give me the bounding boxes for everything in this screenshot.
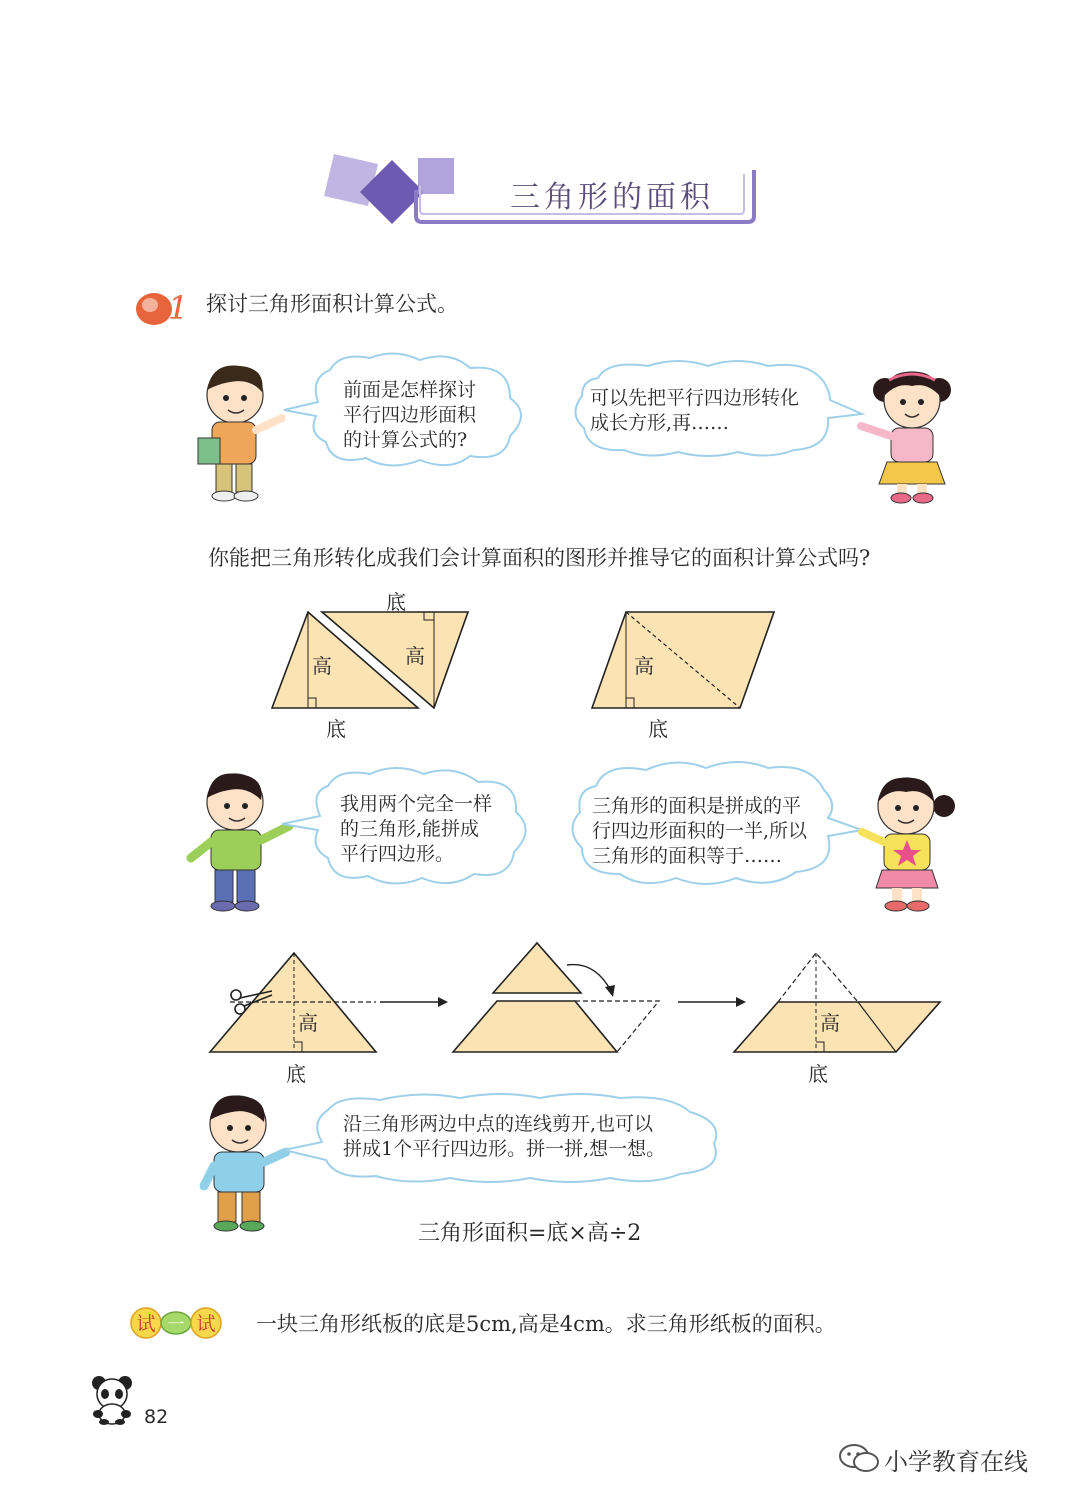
girl-character-1 [855,360,965,505]
girl-2-line-3: 三角形的面积等于…… [592,845,783,867]
figure-parallelogram-drawing [582,600,782,720]
figure-rearranged-parallelogram [726,945,948,1060]
try-badge-char-2: 一 [167,1315,185,1335]
fig4-base-label: 底 [808,1062,828,1086]
question-text: 你能把三角形转化成我们会计算面积的图形并推导它的面积计算公式吗? [208,546,871,570]
page-number: 82 [144,1406,169,1428]
fig2-base-label: 底 [648,717,668,741]
panda-icon [90,1374,136,1426]
fig1-height-right-label: 高 [405,644,425,668]
figure-parallelogram [582,600,782,720]
boy-2-line-1: 我用两个完全一样 [340,793,493,815]
boy-3-line-2: 拼成1个平行四边形。拼一拼,想一想。 [343,1138,666,1160]
girl-character-2 [858,770,958,915]
girl-1-line-2: 成长方形,再…… [590,412,730,434]
girl-1-line-1: 可以先把平行四边形转化 [590,387,800,409]
boy-1-line-1: 前面是怎样探讨 [343,379,477,401]
figure-two-triangles [262,580,482,740]
girl-2-line-2: 行四边形面积的一半,所以 [592,820,808,842]
section-title: 三角形的面积 [510,180,714,215]
boy-1-line-2: 平行四边形面积 [343,404,477,426]
figure-split-pieces-drawing [445,935,675,1060]
try-badge-char-1: 试 [136,1313,156,1335]
fig1-base-top-label: 底 [386,590,406,614]
boy-3-line-1: 沿三角形两边中点的连线剪开,也可以 [343,1113,654,1135]
example-number-badge [132,285,192,329]
fig1-base-bottom-label: 底 [326,717,346,741]
fig3-height-label: 高 [298,1011,318,1035]
fig2-height-label: 高 [634,654,654,678]
watermark-text: 小学教育在线 [884,1448,1028,1476]
boy-character-3 [190,1090,290,1235]
girl-2-line-1: 三角形的面积是拼成的平 [592,795,802,817]
try-badge [130,1306,222,1340]
wechat-icon [838,1442,882,1474]
figure-cut-triangle-drawing [200,945,390,1060]
try-problem-text: 一块三角形纸板的底是5cm,高是4cm。求三角形纸板的面积。 [256,1312,836,1336]
boy-2-line-2: 的三角形,能拼成 [340,818,480,840]
boy-1-line-3: 的计算公式的? [343,429,468,451]
fig3-base-label: 底 [286,1062,306,1086]
fig4-height-label: 高 [820,1011,840,1035]
boy-2-line-3: 平行四边形。 [340,843,455,865]
try-badge-char-3: 试 [196,1313,216,1335]
figure-two-triangles-drawing [262,580,482,740]
figure-split-pieces [445,935,675,1060]
area-formula: 三角形面积=底×高÷2 [418,1221,642,1246]
example-heading: 探讨三角形面积计算公式。 [206,292,458,316]
example-number: 1 [168,289,189,327]
fig1-height-left-label: 高 [312,654,332,678]
figure-cut-triangle [200,945,390,1060]
arrow-right-icon-1 [378,992,450,1012]
figure-rearranged-drawing [726,945,948,1060]
